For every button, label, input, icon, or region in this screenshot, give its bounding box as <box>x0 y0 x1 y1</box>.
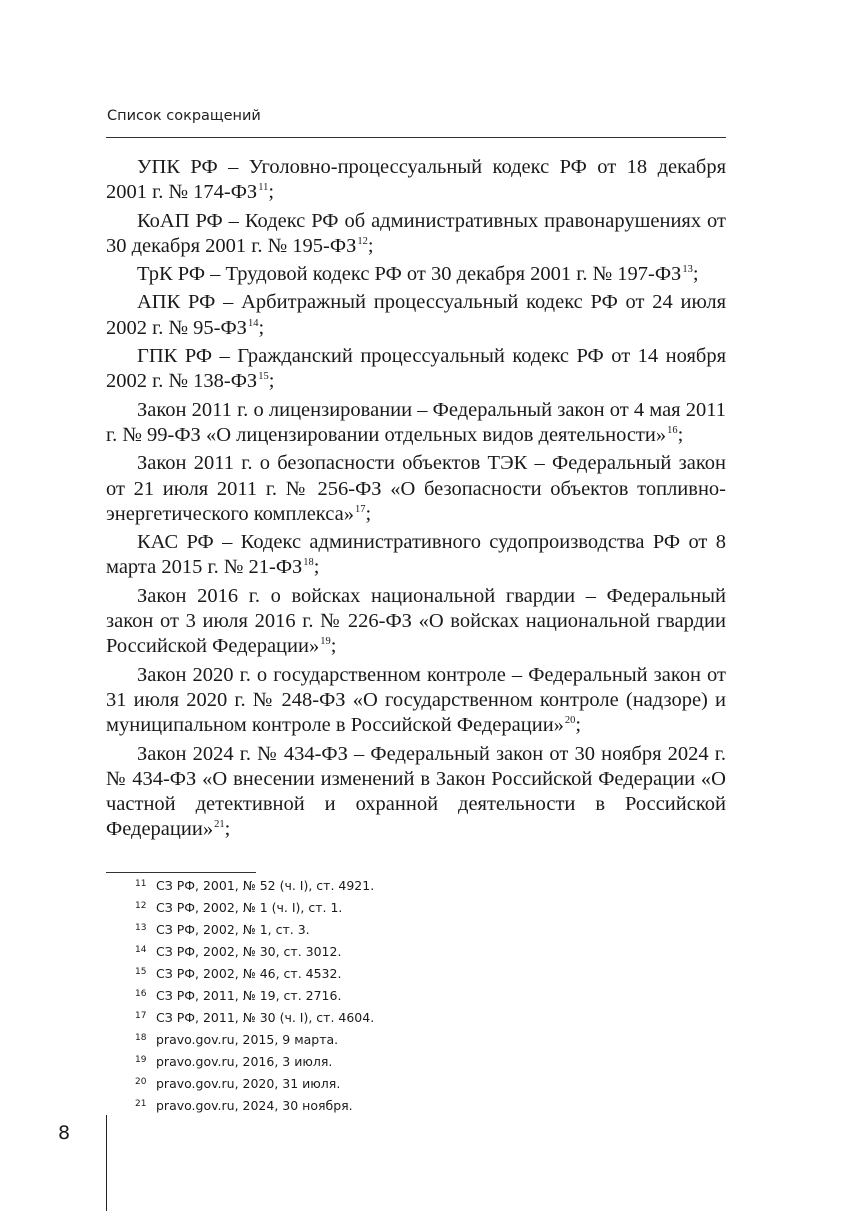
footnote-ref[interactable]: 15 <box>258 371 269 383</box>
footnote <box>135 1096 695 1118</box>
footnotes-list <box>135 876 695 1118</box>
footnote-text: pravo.gov.ru, 2020, 31 июля. <box>156 1076 341 1091</box>
footnote-number: 15 <box>135 967 147 977</box>
entry-text: Закон 2020 г. о государственном контроле – Федеральный закон от 31 июля 2020 г. № 248-ФЗ «О государственном контроле (надзоре) и муниципальном контроле в Российской Федерации» <box>106 663 726 737</box>
entry-text: ТрК РФ – Трудовой кодекс РФ от 30 декабря 2001 г. № 197-ФЗ <box>137 263 682 286</box>
entry-text: Закон 2016 г. о войсках национальной гвардии – Федеральный закон от 3 июля 2016 г. № 226-ФЗ «О войсках национальной гвардии Российской Федерации» <box>106 584 726 658</box>
entry-text: УПК РФ – Уголовно-процессуальный кодекс РФ от 18 декабря 2001 г. № 174-ФЗ <box>106 156 726 204</box>
abbreviation-entry <box>106 209 726 263</box>
abbreviation-entry <box>106 262 726 290</box>
footnote-ref[interactable]: 18 <box>303 557 314 569</box>
abbreviation-entry <box>106 155 726 209</box>
footnote-number: 16 <box>135 989 147 999</box>
footnote-number: 18 <box>135 1033 147 1043</box>
footnote-ref[interactable]: 21 <box>214 819 225 831</box>
footnote <box>135 1074 695 1096</box>
entry-punct: ; <box>575 714 582 737</box>
entry-punct: ; <box>365 502 372 525</box>
entry-text: КАС РФ – Кодекс административного судопроизводства РФ от 8 марта 2015 г. № 21-ФЗ <box>106 531 726 579</box>
entry-punct: ; <box>258 316 265 339</box>
abbreviation-entry <box>106 451 726 530</box>
footnote-text: СЗ РФ, 2002, № 46, ст. 4532. <box>156 966 342 981</box>
entry-punct: ; <box>677 423 684 446</box>
footnote-number: 20 <box>135 1077 147 1087</box>
entry-punct: ; <box>367 234 374 257</box>
footnote <box>135 1052 695 1074</box>
abbreviation-entry <box>106 398 726 452</box>
footnote-text: pravo.gov.ru, 2016, 3 июля. <box>156 1054 333 1069</box>
entry-punct: ; <box>313 556 320 579</box>
entry-text: АПК РФ – Арбитражный процессуальный кодекс РФ от 24 июля 2002 г. № 95-ФЗ <box>106 291 726 339</box>
entry-punct: ; <box>224 818 231 841</box>
footnote <box>135 920 695 942</box>
footnote-ref[interactable]: 11 <box>258 182 269 194</box>
entry-text: КоАП РФ – Кодекс РФ об административных правонарушениях от 30 декабря 2001 г. № 195-ФЗ <box>106 209 726 257</box>
footnote-separator <box>106 872 256 873</box>
abbreviation-entry <box>106 742 726 846</box>
footnote-text: СЗ РФ, 2001, № 52 (ч. I), ст. 4921. <box>156 878 375 893</box>
footnote-ref[interactable]: 20 <box>564 715 576 727</box>
footnote-ref[interactable]: 13 <box>682 264 693 276</box>
abbreviations-list <box>106 155 726 846</box>
footnote <box>135 1030 695 1052</box>
footnote-number: 21 <box>135 1099 147 1109</box>
footnote <box>135 876 695 898</box>
abbreviation-entry <box>106 584 726 663</box>
entry-text: Закон 2011 г. о безопасности объектов ТЭК – Федеральный закон от 21 июля 2011 г. № 256-ФЗ «О безопасности объектов топливно-энергетического комплекса» <box>106 452 726 525</box>
entry-text: Закон 2011 г. о лицензировании – Федеральный закон от 4 мая 2011 г. № 99-ФЗ «О лицензировании отдельных видов деятельности» <box>106 398 726 446</box>
footnote <box>135 942 695 964</box>
footnote <box>135 986 695 1008</box>
footnote-number: 19 <box>135 1055 147 1065</box>
abbreviation-entry <box>106 290 726 344</box>
footnote-ref[interactable]: 19 <box>320 636 331 648</box>
footnote-number: 12 <box>135 901 147 911</box>
footnote <box>135 1008 695 1030</box>
footnote-ref[interactable]: 12 <box>357 235 368 247</box>
abbreviation-entry <box>106 344 726 398</box>
entry-punct: ; <box>268 370 275 393</box>
footnote-text: СЗ РФ, 2011, № 30 (ч. I), ст. 4604. <box>156 1010 375 1025</box>
footnote-ref[interactable]: 16 <box>667 424 678 436</box>
footnote <box>135 898 695 920</box>
footnote-text: СЗ РФ, 2002, № 1, ст. 3. <box>156 922 310 937</box>
abbreviation-entry <box>106 663 726 742</box>
footnote-text: pravo.gov.ru, 2015, 9 марта. <box>156 1032 339 1047</box>
footnote-number: 13 <box>135 923 147 933</box>
footnote-text: СЗ РФ, 2011, № 19, ст. 2716. <box>156 988 342 1003</box>
running-head: Список сокращений <box>107 108 261 124</box>
header-divider <box>106 137 726 138</box>
footnote <box>135 964 695 986</box>
entry-punct: ; <box>330 635 337 658</box>
page-margin-rule <box>106 1115 107 1211</box>
footnote-ref[interactable]: 14 <box>247 317 259 329</box>
entry-punct: ; <box>692 263 699 286</box>
footnote-number: 14 <box>135 945 147 955</box>
entry-punct: ; <box>268 181 275 204</box>
entry-text: Закон 2024 г. № 434-ФЗ – Федеральный закон от 30 ноября 2024 г. № 434-ФЗ «О внесении изменений в Закон Российской Федерации «О частной детективной и охранной деятельности в Российской Федерации» <box>106 742 726 841</box>
page-number: 8 <box>58 1122 71 1144</box>
footnote-number: 11 <box>135 879 147 889</box>
footnote-text: pravo.gov.ru, 2024, 30 ноября. <box>156 1098 353 1113</box>
footnote-text: СЗ РФ, 2002, № 30, ст. 3012. <box>156 944 342 959</box>
footnote-number: 17 <box>135 1011 147 1021</box>
entry-text: ГПК РФ – Гражданский процессуальный кодекс РФ от 14 ноября 2002 г. № 138-ФЗ <box>106 345 726 393</box>
footnote-ref[interactable]: 17 <box>354 503 366 515</box>
footnote-text: СЗ РФ, 2002, № 1 (ч. I), ст. 1. <box>156 900 343 915</box>
abbreviation-entry <box>106 530 726 584</box>
